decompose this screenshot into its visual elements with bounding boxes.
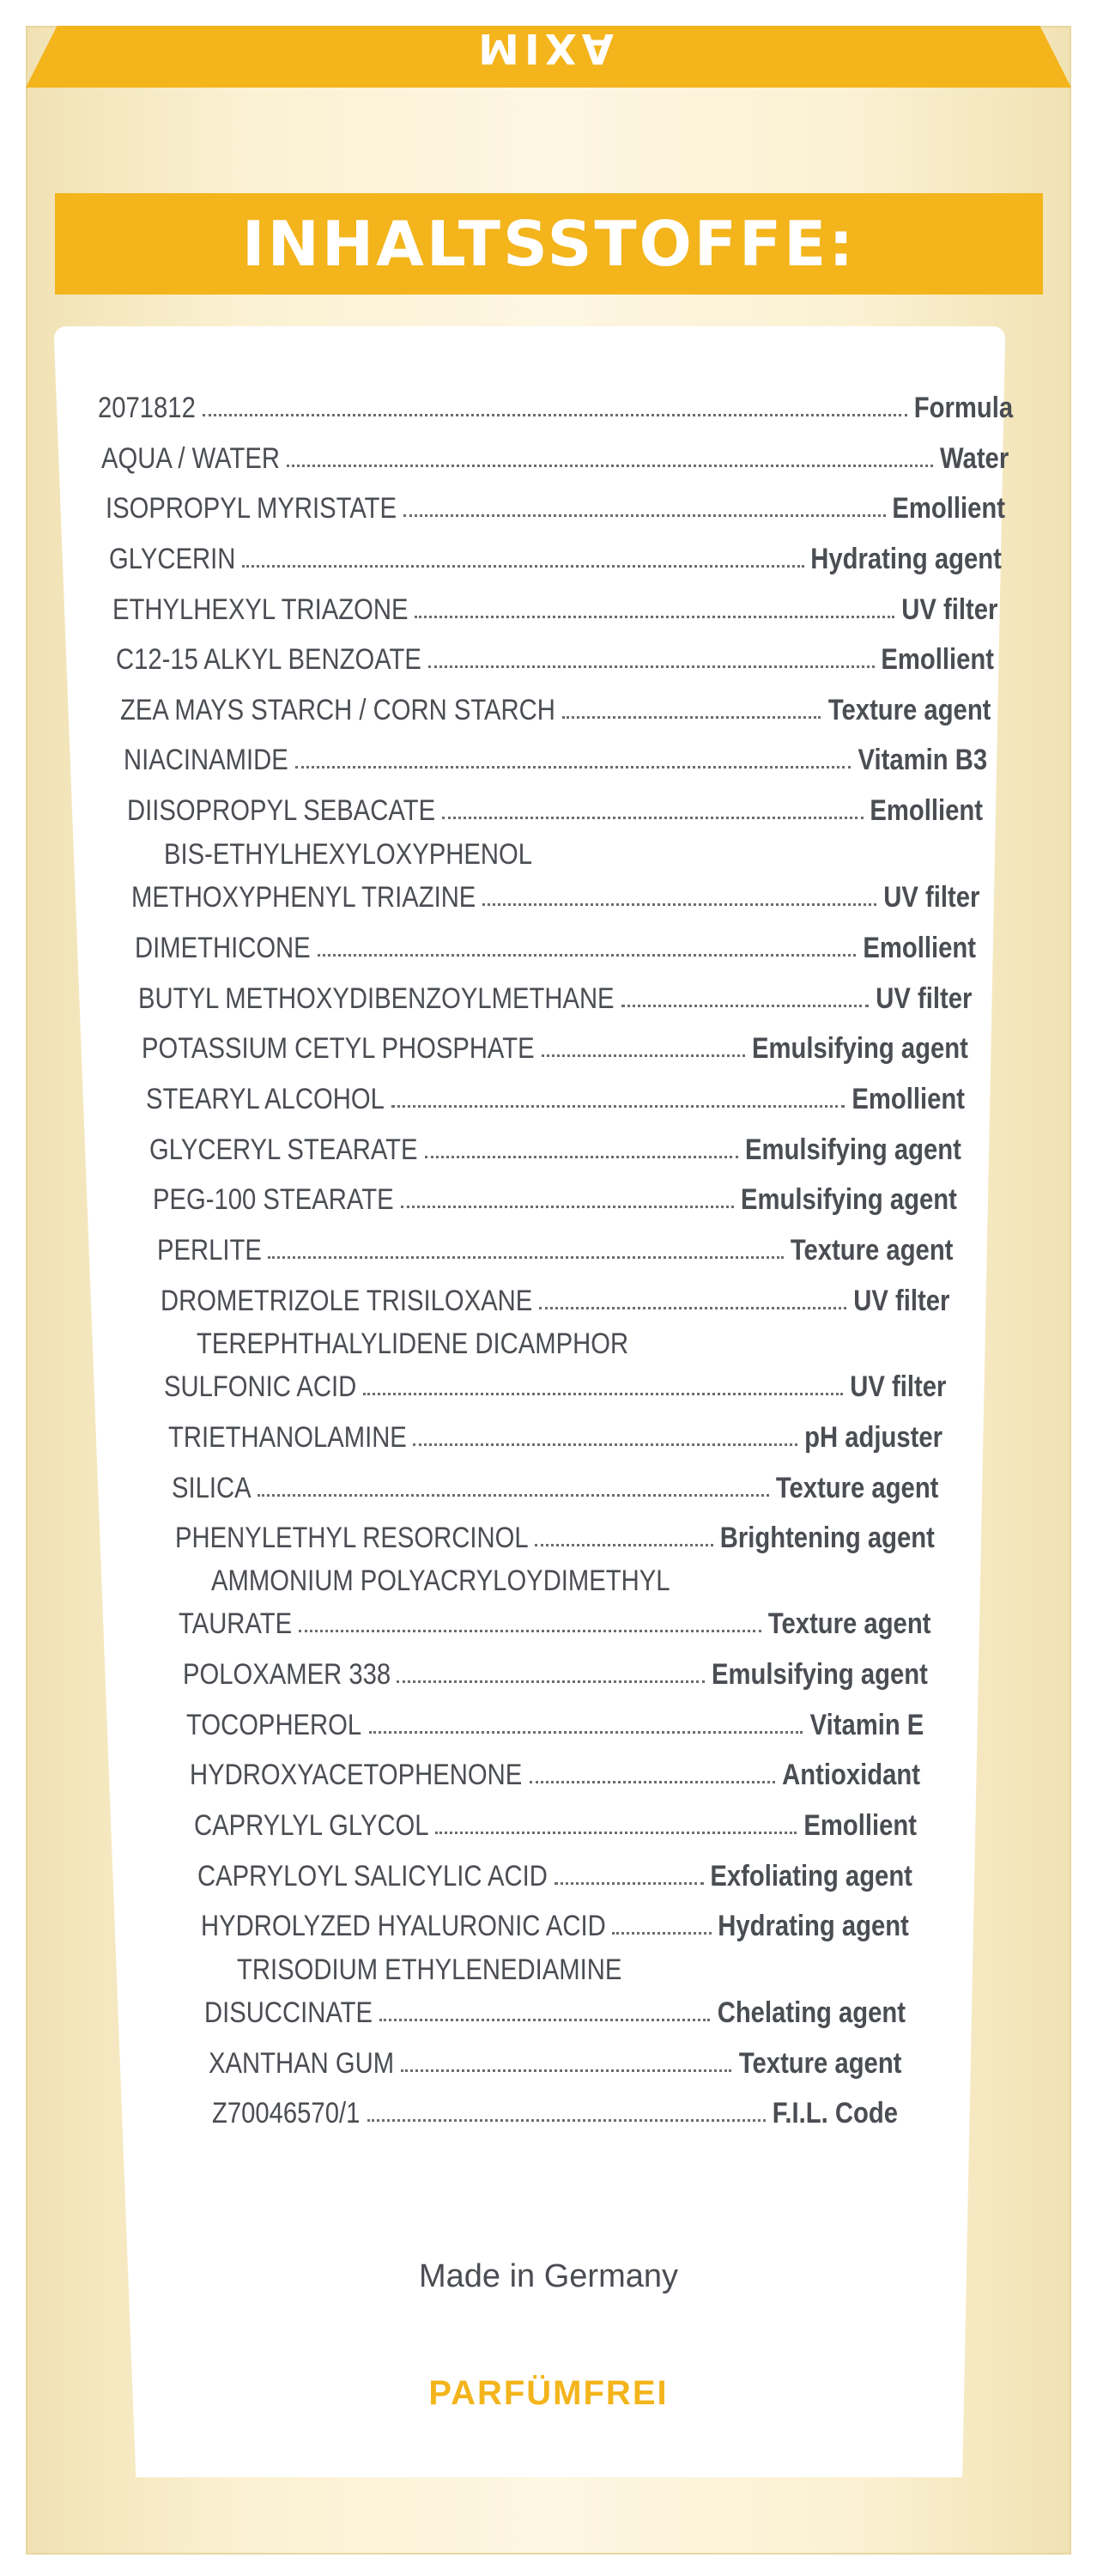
ingredient-name: DIISOPROPYL SEBACATE [127, 794, 436, 827]
ingredient-function: Emulsifying agent [741, 1183, 958, 1216]
ingredient-function: F.I.L. Code [772, 2097, 898, 2129]
ingredient-row [101, 435, 1009, 473]
ingredient-function: Formula [913, 392, 1013, 424]
ingredient-row [209, 2040, 902, 2078]
ingredient-name: HYDROLYZED HYALURONIC ACID [201, 1910, 606, 1942]
ingredient-row [135, 925, 976, 963]
ingredient-name: GLYCERYL STEARATE [149, 1133, 418, 1166]
ingredient-row [175, 1515, 935, 1552]
ingredient-row [116, 636, 994, 674]
ingredient-function: UV filter [882, 881, 980, 914]
ingredient-name: TOCOPHEROL [185, 1709, 362, 1741]
ingredient-name: DIMETHICONE [134, 932, 311, 964]
ingredient-name: SULFONIC ACID [164, 1370, 357, 1403]
ingredient-row [106, 485, 1006, 523]
ingredient-name: BUTYL METHOXYDIBENZOYLMETHANE [138, 982, 615, 1015]
ingredient-function: Emulsifying agent [744, 1133, 961, 1166]
dotted-leader [401, 1206, 734, 1208]
ingredient-row [197, 1853, 912, 1891]
header-title: INHALTSSTOFFE: [241, 208, 857, 280]
dotted-leader [367, 2119, 766, 2122]
ingredient-row [153, 1176, 957, 1214]
ingredient-function: Texture agent [827, 694, 991, 726]
ingredient-function: UV filter [876, 982, 973, 1015]
ingredient-function: UV filter [901, 593, 998, 626]
ingredient-function: Emollient [852, 1083, 965, 1115]
ingredient-row [112, 586, 998, 624]
ingredient-name: AQUA / WATER [101, 442, 281, 475]
ingredient-function: Emulsifying agent [752, 1032, 969, 1065]
dotted-leader [242, 565, 803, 568]
dotted-leader [435, 1832, 797, 1834]
dotted-leader [415, 616, 894, 618]
dotted-leader [295, 766, 851, 769]
ingredient-name: XANTHAN GUM [208, 2047, 394, 2080]
ingredient-name: STEARYL ALCOHOL [145, 1083, 385, 1115]
ingredient-function: Texture agent [791, 1234, 954, 1267]
ingredient-function: Emulsifying agent [711, 1658, 928, 1691]
made-in-label: Made in Germany [418, 2258, 678, 2294]
ingredient-name: TAURATE [179, 1607, 293, 1640]
dotted-leader [369, 1731, 803, 1734]
dotted-leader [397, 1680, 705, 1683]
dotted-leader [203, 414, 906, 416]
dotted-leader [535, 1544, 713, 1546]
ingredient-name-line1: TRISODIUM ETHYLENEDIAMINE [237, 1953, 622, 1986]
dotted-leader [379, 2019, 710, 2021]
ingredient-name: ETHYLHEXYL TRIAZONE [112, 593, 409, 626]
ingredient-row [179, 1601, 931, 1638]
dotted-leader [299, 1630, 761, 1632]
ingredient-function: Exfoliating agent [710, 1860, 913, 1893]
dotted-leader [318, 954, 857, 957]
ingredient-row [201, 1903, 909, 1941]
ingredient-row [109, 536, 1002, 574]
ingredient-function: Texture agent [768, 1607, 931, 1640]
ingredient-row [138, 975, 972, 1013]
ingredient-row [164, 1364, 946, 1401]
ingredient-function: UV filter [850, 1370, 947, 1403]
ingredient-function: Hydrating agent [718, 1910, 909, 1942]
ingredient-function: Hydrating agent [810, 543, 1003, 575]
ingredient-name: DISUCCINATE [204, 1996, 373, 2029]
dotted-leader [482, 903, 876, 906]
ingredients-header [55, 193, 1043, 295]
dotted-leader [562, 716, 821, 719]
ingredient-name: SILICA [171, 1472, 252, 1504]
brand-logo: MIXA [478, 24, 619, 72]
ingredient-name: POTASSIUM CETYL PHOSPHATE [142, 1032, 536, 1065]
ingredient-name: PERLITE [156, 1234, 262, 1267]
ingredient-name: METHOXYPHENYL TRIAZINE [130, 881, 476, 914]
ingredient-row [212, 2090, 898, 2128]
ingredient-row [149, 1127, 961, 1164]
ingredient-row [131, 874, 979, 912]
dotted-leader [530, 1781, 775, 1783]
ingredient-function: UV filter [853, 1285, 950, 1317]
ingredient-function: pH adjuster [803, 1421, 942, 1454]
ingredient-name: ZEA MAYS STARCH / CORN STARCH [119, 694, 555, 726]
dotted-leader [442, 817, 864, 819]
ingredient-row [98, 385, 1013, 422]
ingredient-name: DROMETRIZOLE TRISILOXANE [160, 1285, 533, 1317]
dotted-leader [268, 1256, 784, 1259]
ingredient-function: Texture agent [738, 2047, 902, 2080]
ingredient-row [157, 1227, 954, 1265]
ingredient-row [190, 1752, 920, 1789]
ingredient-name: NIACINAMIDE [124, 744, 288, 776]
dotted-leader [428, 665, 875, 668]
ingredient-name: PHENYLETHYL RESORCINOL [175, 1522, 529, 1554]
dotted-leader [621, 1005, 869, 1007]
ingredient-row [124, 737, 987, 775]
dotted-leader [612, 1932, 711, 1935]
ingredient-name: CAPRYLOYL SALICYLIC ACID [197, 1860, 548, 1893]
ingredient-name: ISOPROPYL MYRISTATE [105, 492, 397, 525]
ingredient-row [142, 1025, 968, 1063]
dotted-leader [539, 1307, 846, 1309]
dotted-leader [413, 1443, 797, 1446]
ingredient-function: Vitamin B3 [858, 744, 987, 776]
ingredient-row [172, 1465, 939, 1503]
ingredient-function: Chelating agent [717, 1996, 906, 2029]
ingredient-name: GLYCERIN [108, 543, 236, 575]
dotted-leader [425, 1156, 738, 1158]
ingredient-function: Emollient [870, 794, 984, 827]
ingredient-function: Vitamin E [809, 1709, 924, 1741]
ingredient-name: TRIETHANOLAMINE [167, 1421, 407, 1454]
ingredient-function: Emollient [881, 643, 995, 676]
ingredient-function: Texture agent [775, 1472, 939, 1504]
dotted-leader [403, 514, 886, 517]
dotted-leader [363, 1393, 843, 1395]
ingredient-row [194, 1802, 917, 1840]
ingredient-row [146, 1076, 965, 1114]
ingredient-row [183, 1651, 928, 1689]
ingredient-row [204, 1990, 905, 2027]
dotted-leader [542, 1054, 745, 1057]
ingredient-function: Brightening agent [720, 1522, 936, 1554]
ingredient-function: Antioxidant [782, 1759, 920, 1791]
ingredient-row [161, 1278, 950, 1315]
dotted-leader [258, 1494, 768, 1497]
dotted-leader [287, 465, 933, 467]
ingredient-function: Emollient [892, 492, 1006, 525]
ingredient-name: POLOXAMER 338 [182, 1658, 391, 1691]
ingredient-name: Z70046570/1 [212, 2097, 361, 2129]
ingredient-function: Emollient [863, 932, 976, 964]
ingredient-name-line1: BIS-ETHYLHEXYLOXYPHENOL [163, 838, 532, 871]
ingredient-name: 2071812 [98, 392, 196, 424]
ingredient-function: Emollient [803, 1809, 917, 1842]
ingredient-name: HYDROXYACETOPHENONE [190, 1759, 523, 1791]
ingredient-row [186, 1702, 924, 1740]
ingredient-row [168, 1414, 942, 1452]
ingredient-name: PEG-100 STEARATE [153, 1183, 394, 1216]
ingredient-name: C12-15 ALKYL BENZOATE [116, 643, 422, 676]
dotted-leader [401, 2069, 731, 2072]
ingredient-name-line1: AMMONIUM POLYACRYLOYDIMETHYL [211, 1564, 670, 1597]
ingredients-panel-bottom [206, 2129, 898, 2477]
fragrance-free-claim: PARFÜMFREI [428, 2374, 669, 2412]
ingredient-row [120, 687, 991, 725]
dotted-leader [391, 1105, 845, 1108]
ingredient-row [127, 787, 983, 825]
brand-logo-subtitle: LABORATOIRE EXPERT [458, 7, 639, 21]
dotted-leader [555, 1882, 704, 1885]
ingredient-function: Water [940, 442, 1009, 475]
ingredient-name: CAPRYLYL GLYCOL [193, 1809, 429, 1842]
ingredient-name-line1: TEREPHTHALYLIDENE DICAMPHOR [197, 1327, 629, 1360]
